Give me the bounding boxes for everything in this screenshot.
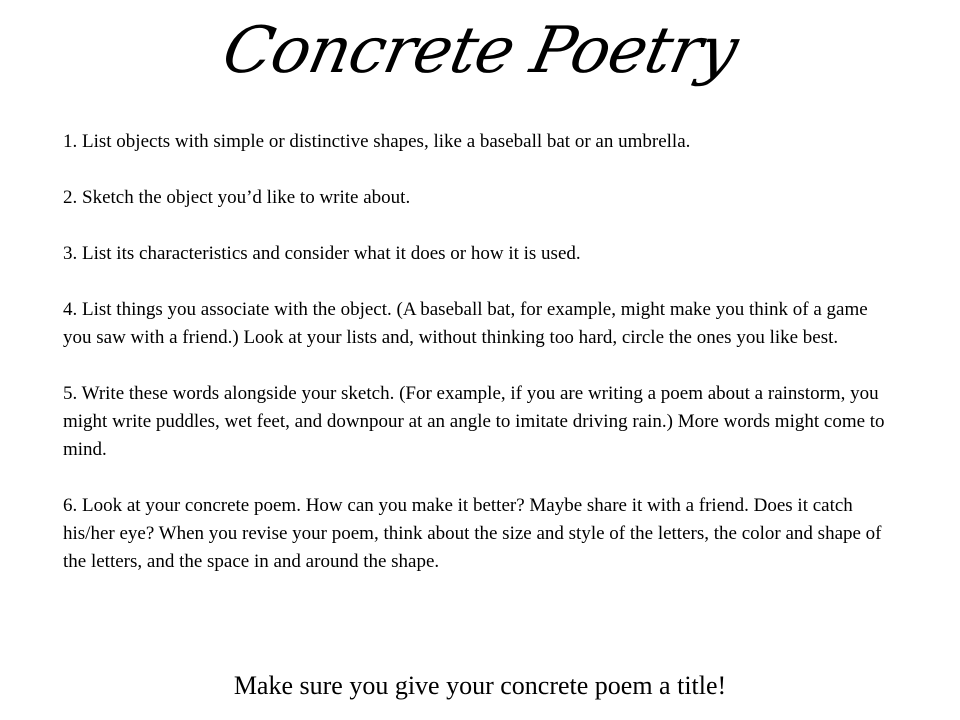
instruction-step-5: 5. Write these words alongside your sketch. (For example, if you are writing a poem about a rainstorm, you might write puddles, wet feet, and downpour at an angle to imitate driving rain.) More words might come to mind. [63,383,885,460]
instruction-step-1: 1. List objects with simple or distinctive shapes, like a baseball bat or an umbrella. [63,131,691,152]
instruction-list [63,128,893,576]
instruction-step-2: 2. Sketch the object you’d like to write about. [63,187,411,208]
page-title: Concrete Poetry [216,14,744,88]
instruction-step-4: 4. List things you associate with the object. (A baseball bat, for example, might make you think of a game you saw with a friend.) Look at your lists and, without thinking too hard, circle the ones you like best. [63,299,868,348]
instruction-step-3: 3. List its characteristics and consider what it does or how it is used. [63,243,581,264]
footer-reminder: Make sure you give your concrete poem a title! [233,671,727,700]
instruction-step-6: 6. Look at your concrete poem. How can you make it better? Maybe share it with a friend. Does it catch his/her eye? When you revise your poem, think about the size and style of the letters, the color and shape of the letters, and the space in and around the shape. [63,495,882,572]
